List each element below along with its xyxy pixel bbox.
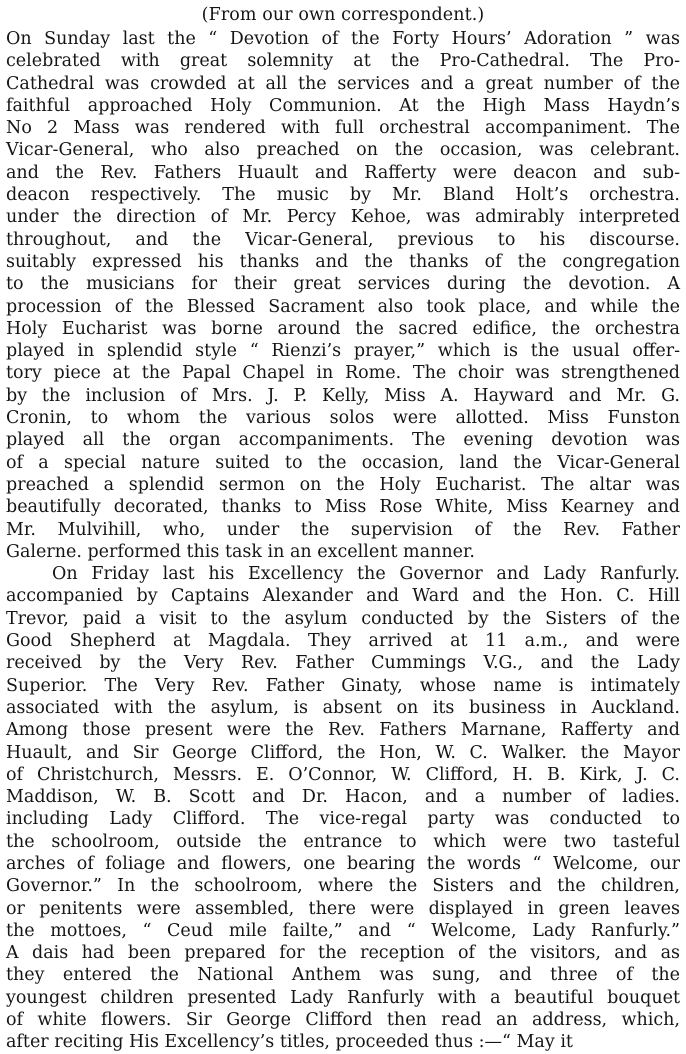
text-line: No 2 Mass was rendered with full orchestral accompaniment. The xyxy=(6,118,680,139)
text-line: after reciting His Excellency’s titles, proceeded thus :—“ May it xyxy=(6,1032,573,1053)
text-line: Mr. Mulvihill, who, under the supervision of the Rev. Father xyxy=(6,519,680,540)
text-line: they entered the National Anthem was sung, and three of the xyxy=(6,965,680,986)
text-line: preached a splendid sermon on the Holy Eucharist. The altar was xyxy=(6,474,680,495)
text-line: A dais had been prepared for the reception of the visitors, and as xyxy=(6,943,680,964)
text-line: faithful approached Holy Communion. At the High Mass Haydn’s xyxy=(6,95,680,116)
text-line: the mottoes, “ Ceud mile failte,” and “ Welcome, Lady Ranfurly.” xyxy=(6,920,680,941)
article-paragraph xyxy=(6,28,680,563)
text-line: youngest children presented Lady Ranfurly with a beautiful bouquet xyxy=(6,987,680,1008)
text-line: deacon respectively. The music by Mr. Bland Holt’s orchestra. xyxy=(6,185,680,206)
text-line: under the direction of Mr. Percy Kehoe, was admirably interpreted xyxy=(6,207,680,228)
text-line: Holy Eucharist was borne around the sacred edifice, the orchestra xyxy=(6,318,680,339)
text-line: and the Rev. Fathers Huault and Rafferty were deacon and sub- xyxy=(6,162,680,183)
text-line: Governor.” In the schoolroom, where the Sisters and the children, xyxy=(6,876,680,897)
text-line: procession of the Blessed Sacrament also took place, and while the xyxy=(6,296,680,317)
text-line: or penitents were assembled, there were displayed in green leaves xyxy=(6,898,680,919)
text-line: by the inclusion of Mrs. J. P. Kelly, Miss A. Hayward and Mr. G. xyxy=(6,385,680,406)
article-body xyxy=(6,28,680,1054)
text-line: suitably expressed his thanks and the thanks of the congregation xyxy=(6,251,680,272)
article-paragraph xyxy=(6,563,680,1054)
text-line: Galerne. performed this task in an excellent manner. xyxy=(6,541,475,562)
correspondent-byline: (From our own correspondent.) xyxy=(201,5,485,25)
text-line: On Friday last his Excellency the Governor and Lady Ranfurly. xyxy=(52,564,680,585)
text-line: played all the organ accompaniments. The evening devotion was xyxy=(6,430,680,451)
text-line: Cronin, to whom the various solos were allotted. Miss Funston xyxy=(6,408,680,429)
text-line: Trevor, paid a visit to the asylum conducted by the Sisters of the xyxy=(6,608,680,629)
text-line: Superior. The Very Rev. Father Ginaty, whose name is intimately xyxy=(6,675,680,696)
text-line: of a special nature suited to the occasion, land the Vicar-General xyxy=(6,452,680,473)
text-line: Maddison, W. B. Scott and Dr. Hacon, and a number of ladies. xyxy=(6,787,680,808)
text-line: arches of foliage and flowers, one bearing the words “ Welcome, our xyxy=(6,853,680,874)
text-line: beautifully decorated, thanks to Miss Rose White, Miss Kearney and xyxy=(6,497,680,518)
text-line: Among those present were the Rev. Fathers Marnane, Rafferty and xyxy=(6,720,680,741)
text-line: Cathedral was crowded at all the services and a great number of the xyxy=(6,73,680,94)
text-line: Huault, and Sir George Clifford, the Hon, W. C. Walker. the Mayor xyxy=(6,742,680,763)
text-line: Good Shepherd at Magdala. They arrived at 11 a.m., and were xyxy=(6,631,680,652)
text-line: to the musicians for their great services during the devotion. A xyxy=(6,274,680,295)
text-line: played in splendid style “ Rienzi’s prayer,” which is the usual offer- xyxy=(6,341,680,362)
text-line: celebrated with great solemnity at the Pro-Cathedral. The Pro- xyxy=(6,51,680,72)
text-line: of white flowers. Sir George Clifford then read an address, which, xyxy=(6,1010,680,1031)
text-line: including Lady Clifford. The vice-regal party was conducted to xyxy=(6,809,680,830)
text-line: of Christchurch, Messrs. E. O’Connor, W. Clifford, H. B. Kirk, J. C. xyxy=(6,764,680,785)
text-line: Vicar-General, who also preached on the occasion, was celebrant. xyxy=(6,140,680,161)
text-line: the schoolroom, outside the entrance to which were two tasteful xyxy=(6,831,680,852)
text-line: throughout, and the Vicar-General, previous to his discourse. xyxy=(6,229,680,250)
text-line: accompanied by Captains Alexander and Ward and the Hon. C. Hill xyxy=(6,586,680,607)
text-line: received by the Very Rev. Father Cummings V.G., and the Lady xyxy=(6,653,680,674)
text-line: On Sunday last the “ Devotion of the Forty Hours’ Adoration ” was xyxy=(6,29,680,49)
text-line: tory piece at the Papal Chapel in Rome. The choir was strengthened xyxy=(6,363,680,384)
text-line: associated with the asylum, is absent on its business in Auckland. xyxy=(6,697,680,718)
